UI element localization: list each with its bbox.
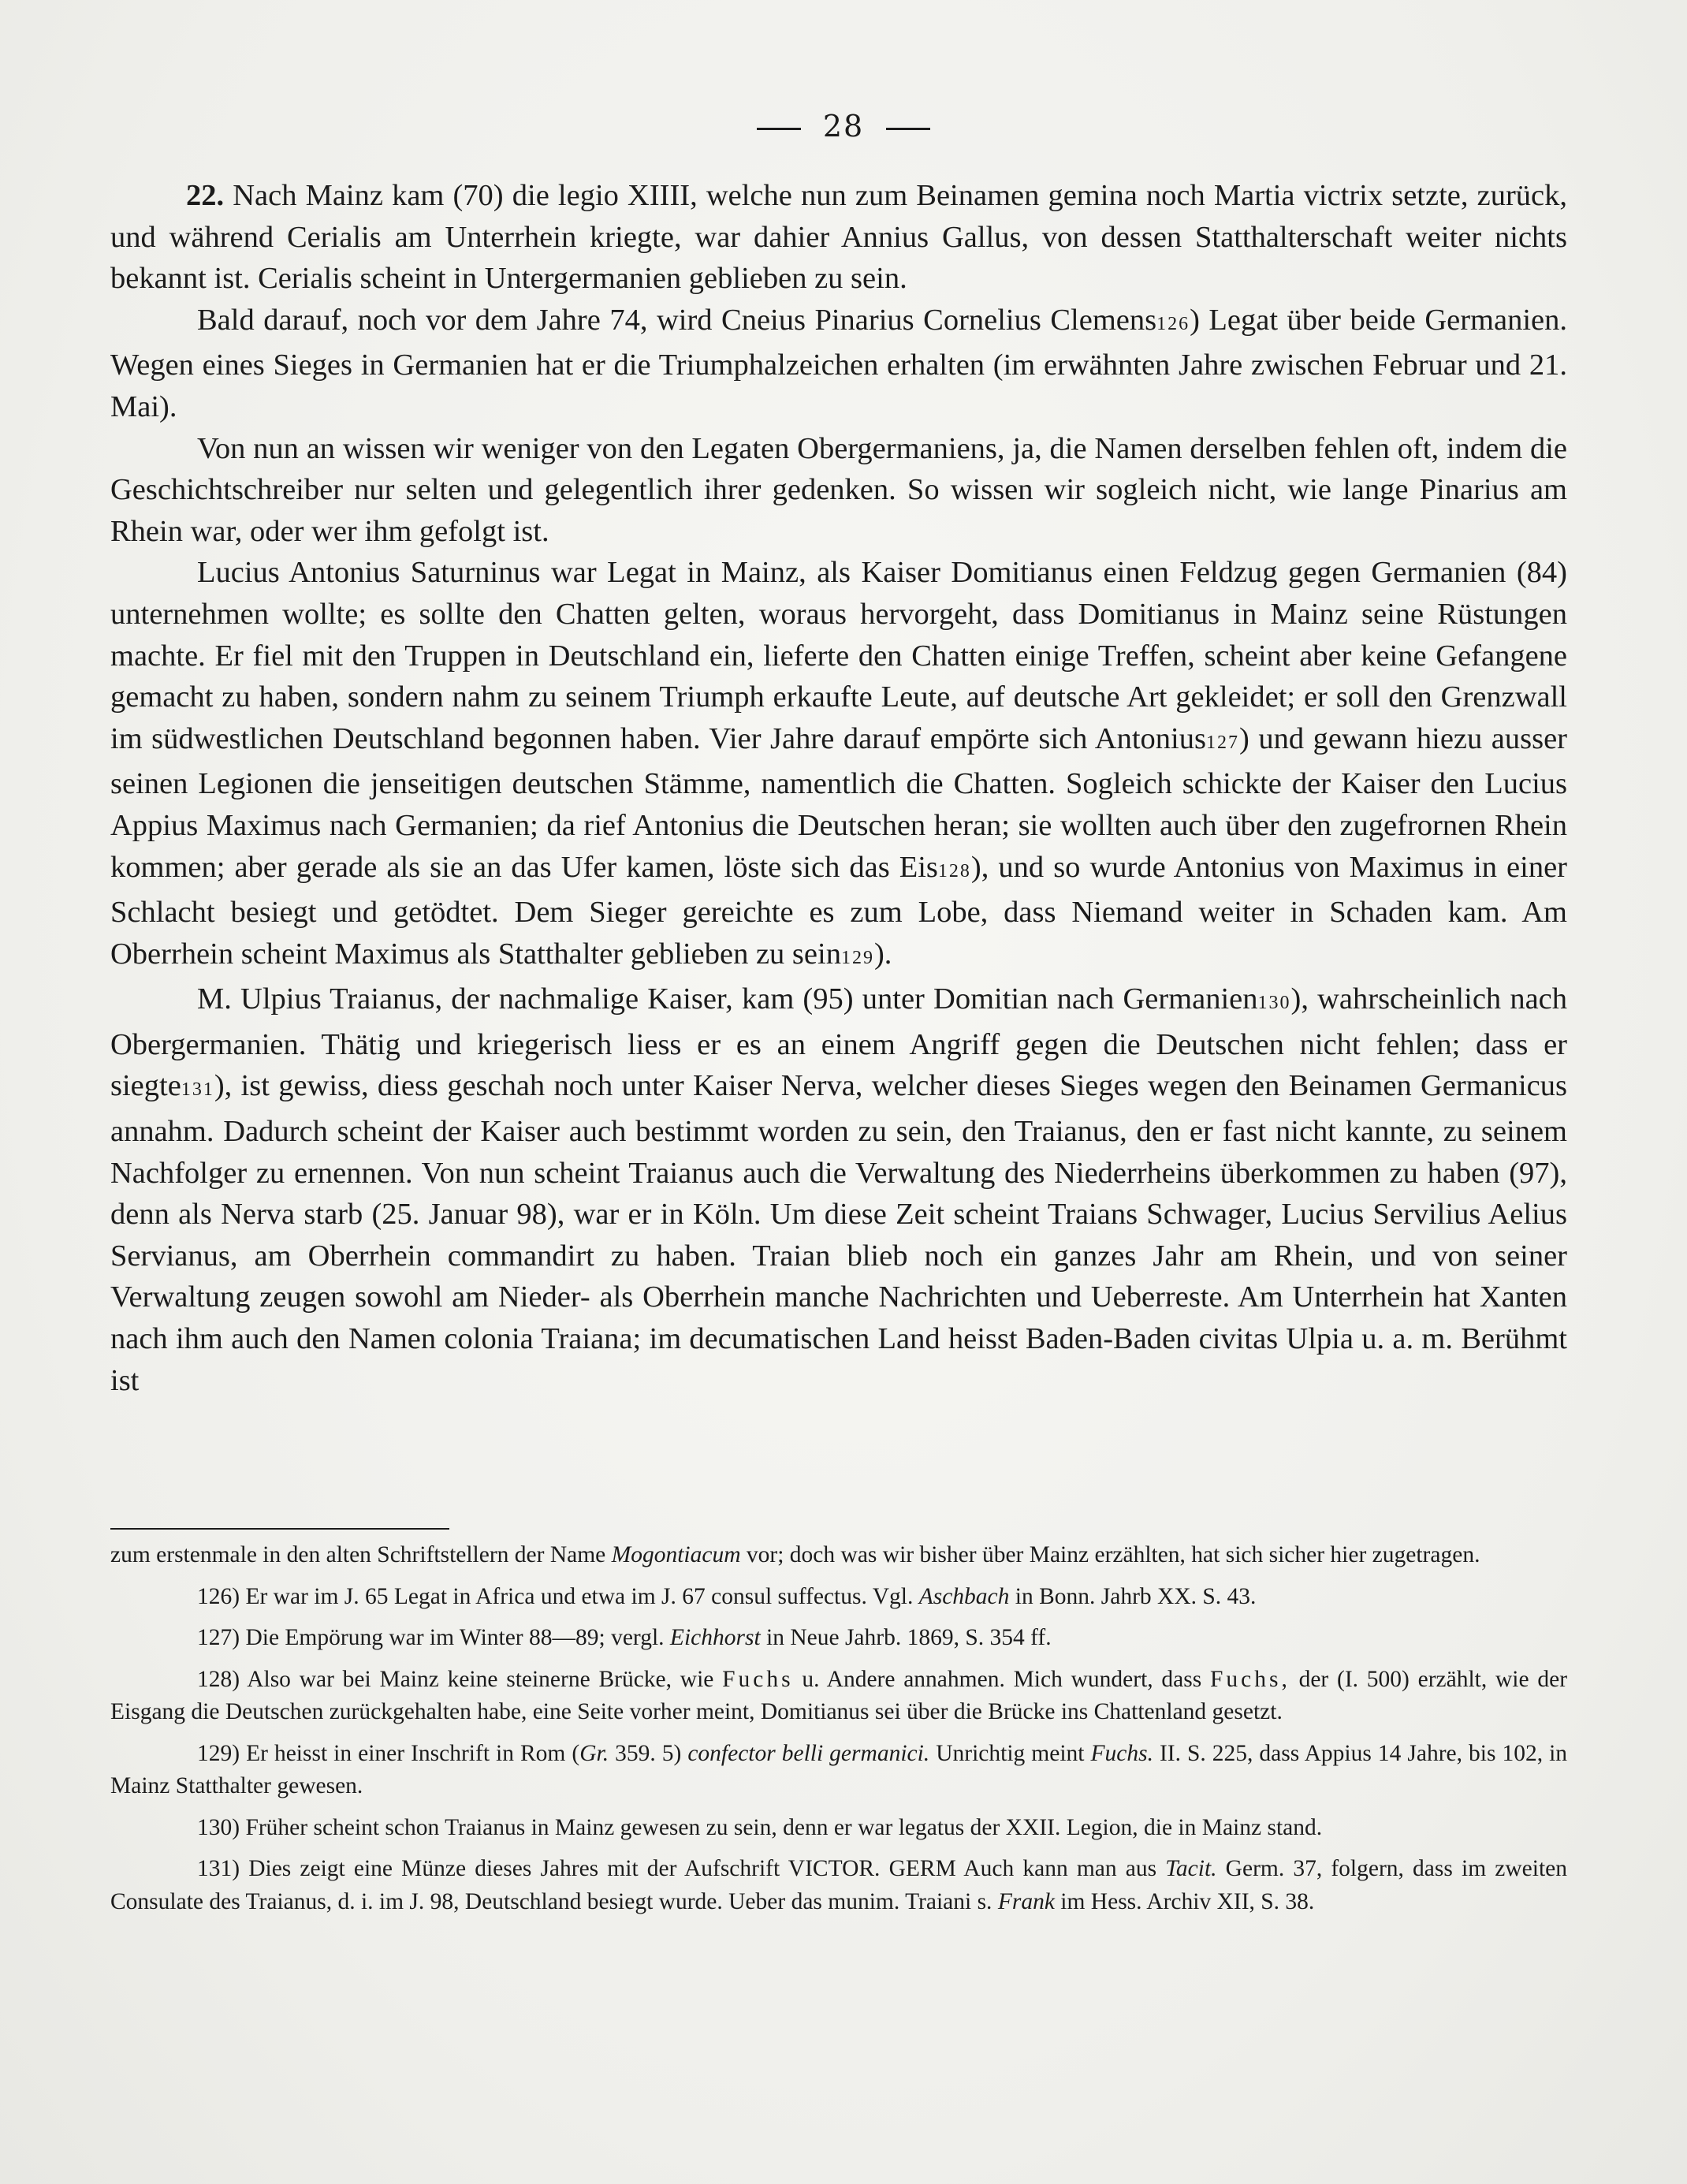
paragraph-4	[110, 552, 1567, 978]
footnote-ref-128: 128	[937, 860, 971, 881]
paragraph-2-text-a: Bald darauf, noch vor dem Jahre 74, wird Cneius Pinarius Cornelius Clemens	[197, 303, 1157, 337]
fn127-italic: Eichhorst	[669, 1625, 761, 1650]
footnote-ref-130: 130	[1257, 993, 1291, 1014]
paragraph-2-text-b: ) Legat über beide Germanien. Wegen eines Sieges in Germanien hat er die Triumphalzeichen erhalten (im erwähnten Jahre zwischen Februar und 21. Mai).	[110, 303, 1567, 423]
fn129-text-a: 129) Er heisst in einer Inschrift in Rom (	[197, 1740, 580, 1766]
fn128-text-a: 128) Also war bei Mainz keine steinerne Brücke, wie	[197, 1666, 714, 1692]
section-number: 22.	[186, 179, 225, 212]
fn-cont-text-b: vor; doch was wir bisher über Mainz erzählten, hat sich sicher hier zugetragen.	[746, 1542, 1480, 1567]
fn129-italic-1: Gr.	[579, 1740, 609, 1766]
footnote-ref-126: 126	[1156, 313, 1190, 334]
paragraph-1-text: Nach Mainz kam (70) die legio XIIII, welche nun zum Beinamen gemina noch Martia victrix setzte, zurück, und während Cerialis am Unterrhein kriegte, war dahier Annius Gallus, von dessen Statthalterschaft weiter nichts bekannt ist. Cerialis scheint in Untergermanien geblieben zu sein.	[110, 179, 1567, 296]
fn129-italic-3: Fuchs.	[1090, 1740, 1153, 1766]
fn131-text-a: 131) Dies zeigt eine Münze dieses Jahres mit der Aufschrift VICTOR. GERM Auch kann man aus	[197, 1856, 1157, 1881]
fn128-text-c: der (I. 500) erzählt, wie der Eisgang die Deutschen zurückgehalten habe, eine Seite vorher meint, Domitianus sei über die Brücke ins Chattenland gesetzt.	[110, 1666, 1568, 1724]
page-number: 28	[822, 109, 865, 143]
footnote-131	[110, 1853, 1567, 1918]
fn128-text-b: u. Andere annahmen. Mich wundert, dass	[802, 1666, 1202, 1692]
main-text	[110, 175, 1567, 1401]
footnote-ref-131: 131	[181, 1079, 214, 1101]
header-dash-left	[757, 128, 801, 130]
paragraph-2	[110, 300, 1567, 428]
fn129-text-b: 359. 5)	[615, 1740, 682, 1766]
paragraph-3-text: Von nun an wissen wir weniger von den Legaten Obergermaniens, ja, die Namen derselben fehlen oft, indem die Geschichtschreiber nur selten und gelegentlich ihrer gedenken. So wissen wir sogleich nicht, wie lange Pinarius am Rhein war, oder wer ihm gefolgt ist.	[110, 431, 1567, 548]
paragraph-1	[110, 175, 1567, 300]
paragraph-4-text-d: ).	[873, 937, 892, 971]
fn126-text-b: in Bonn. Jahrb XX. S. 43.	[1015, 1583, 1257, 1609]
paragraph-5-text-c: ), ist gewiss, diess geschah noch unter Kaiser Nerva, welcher dieses Sieges wegen den Beinamen Germanicus annahm. Dadurch scheint der Kaiser auch bestimmt worden zu sein, den Traianus, den er fast nicht kannte, zu seinem Nachfolger zu ernennen. Von nun scheint Traianus auch die Verwaltung des Niederrheins überkommen zu haben (97), denn als Nerva starb (25. Januar 98), war er in Köln. Um diese Zeit scheint Traians Schwager, Lucius Servilius Aelius Servianus, am Oberrhein commandirt zu haben. Traian blieb noch ein ganzes Jahr am Rhein, und von seiner Verwaltung zeugen sowohl am Nieder- als Oberrhein manche Nachrichten und Ueberreste. Am Unterrhein hat Xanten nach ihm auch den Namen colonia Traiana; im decumatischen Land heisst Baden-Baden civitas Ulpia u. a. m. Berühmt ist	[110, 1069, 1567, 1397]
fn131-italic-1: Tacit.	[1165, 1856, 1217, 1881]
paragraph-4-text-c: ), und so wurde Antonius von Maximus in einer Schlacht besiegt und getödtet. Dem Sieger gereichte es zum Lobe, dass Niemand weiter in Schaden kam. Am Oberrhein scheint Maximus als Statthalter geblieben zu sein	[110, 850, 1567, 971]
fn-cont-italic: Mogontiacum	[611, 1542, 741, 1567]
fn131-text-c: im Hess. Archiv XII, S. 38.	[1060, 1888, 1315, 1914]
fn129-text-d: II. S. 225, dass Appius 14 Jahre, bis 102, in Mainz Statthalter gewesen.	[110, 1740, 1568, 1798]
footnote-126	[110, 1581, 1567, 1614]
fn126-text-a: 126) Er war im J. 65 Legat in Africa und etwa im J. 67 consul suffectus. Vgl.	[197, 1583, 914, 1609]
paragraph-4-text-a: Lucius Antonius Saturninus war Legat in Mainz, als Kaiser Domitianus einen Feldzug gegen Germanien (84) unternehmen wollte; es sollte den Chatten gelten, woraus hervorgeht, dass Domitianus in Mainz seine Rüstungen machte. Er fiel mit den Truppen in Deutschland ein, lieferte den Chatten einige Treffen, scheint aber keine Gefangene gemacht zu haben, sondern nahm zu seinem Triumph erkaufte Leute, auf deutsche Art gekleidet; er soll den Grenzwall im südwestlichen Deutschland begonnen haben. Vier Jahre darauf empörte sich Antonius	[110, 556, 1567, 755]
footnote-130	[110, 1812, 1567, 1845]
fn126-italic: Aschbach	[918, 1583, 1010, 1609]
paragraph-4-text-b: ) und gewann hiezu ausser seinen Legionen die jenseitigen deutschen Stämme, namentlich die Chatten. Sogleich schickte der Kaiser den Lucius Appius Maximus nach Germanien; da rief Antonius die Deutschen heran; sie wollten auch über den zugefrornen Rhein kommen; aber gerade als sie an das Ufer kamen, löste sich das Eis	[110, 721, 1567, 884]
paragraph-5-text-b: ), wahrscheinlich nach Obergermanien. Thätig und kriegerisch liess er es an einem Angriff gegen die Deutschen nicht fehlen; dass er siegte	[110, 982, 1568, 1103]
paragraph-5	[110, 978, 1567, 1401]
fn129-text-c: Unrichtig meint	[936, 1740, 1085, 1766]
footnote-divider	[110, 1528, 449, 1530]
fn131-text-b: Germ. 37, folgern, dass im zweiten Consulate des Traianus, d. i. im J. 98, Deutschland besiegt wurde. Ueber das munim. Traiani s.	[110, 1856, 1568, 1914]
fn127-text-b: in Neue Jahrb. 1869, S. 354 ff.	[766, 1625, 1052, 1650]
footnote-continuation	[110, 1539, 1567, 1572]
fn-cont-text-a: zum erstenmale in den alten Schriftstellern der Name	[110, 1542, 606, 1567]
footnotes	[110, 1539, 1567, 1927]
footnote-128	[110, 1664, 1567, 1729]
page-header	[0, 109, 1687, 143]
fn128-spaced-1: Fuchs	[722, 1666, 794, 1692]
footnote-127	[110, 1622, 1567, 1655]
fn129-italic-2: confector belli germanici.	[687, 1740, 930, 1766]
header-dash-right	[886, 128, 930, 130]
paragraph-3	[110, 428, 1567, 553]
footnote-129	[110, 1738, 1567, 1803]
paragraph-5-text-a: M. Ulpius Traianus, der nachmalige Kaiser, kam (95) unter Domitian nach Germanien	[197, 982, 1258, 1016]
fn127-text-a: 127) Die Empörung war im Winter 88—89; vergl.	[197, 1625, 665, 1650]
fn130-text: 130) Früher scheint schon Traianus in Mainz gewesen zu sein, denn er war legatus der XXII. Legion, die in Mainz stand.	[197, 1814, 1323, 1840]
footnote-ref-129: 129	[840, 947, 874, 968]
fn128-spaced-2: Fuchs,	[1209, 1666, 1290, 1692]
fn131-italic-2: Frank	[997, 1888, 1055, 1914]
footnote-ref-127: 127	[1205, 732, 1239, 753]
